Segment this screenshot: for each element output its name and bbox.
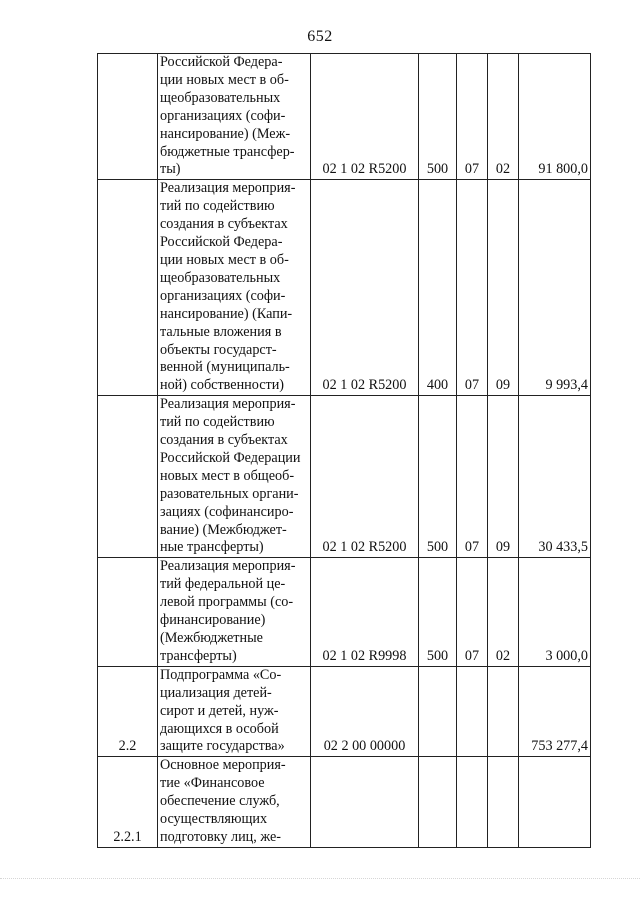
row-name-line: тий по содействию	[160, 414, 275, 431]
row-number: 2.2	[98, 666, 158, 757]
row-target-code: 02 1 02 R5200	[311, 54, 419, 180]
row-section: 07	[457, 54, 488, 180]
row-name-line: тий по содействию	[160, 198, 275, 215]
row-target-code: 02 1 02 R5200	[311, 396, 419, 558]
row-name	[158, 396, 311, 558]
scan-edge-line	[0, 878, 640, 883]
row-name-line: тий федеральной це-	[160, 576, 286, 593]
row-subsection	[488, 666, 519, 757]
row-expense-type	[419, 757, 457, 848]
row-name-line: защите государства»	[160, 738, 285, 755]
row-expense-type: 500	[419, 558, 457, 666]
row-subsection: 02	[488, 54, 519, 180]
row-number: 2.2.1	[98, 757, 158, 848]
row-name-line: новых мест в общеоб-	[160, 467, 295, 484]
row-subsection: 09	[488, 180, 519, 396]
row-subsection: 02	[488, 558, 519, 666]
row-name	[158, 757, 311, 848]
row-name-line: левой программы (со-	[160, 594, 294, 611]
table-row	[98, 666, 591, 757]
row-number	[98, 54, 158, 180]
row-number	[98, 396, 158, 558]
row-name-line: Российской Федера-	[160, 54, 283, 70]
row-name-line: разовательных органи-	[160, 485, 299, 502]
row-name-line: Реализация мероприя-	[160, 558, 296, 575]
row-name	[158, 54, 311, 180]
budget-table	[97, 53, 591, 848]
row-name-line: (Межбюджетные	[160, 630, 263, 646]
row-subsection	[488, 757, 519, 848]
row-name-line: подготовку лиц, же-	[160, 828, 282, 845]
row-section: 07	[457, 396, 488, 558]
row-name-line: дающихся в особой	[160, 720, 279, 737]
row-name-line: создания в субъектах	[160, 216, 288, 233]
row-subsection: 09	[488, 396, 519, 558]
row-name-line: нансирование) (Меж-	[160, 125, 291, 142]
row-section	[457, 757, 488, 848]
row-expense-type: 500	[419, 396, 457, 558]
row-name-line: щеобразовательных	[160, 269, 281, 286]
row-name-line: тальные вложения в	[160, 323, 282, 340]
row-number	[98, 180, 158, 396]
row-name-line: сирот и детей, нуж-	[160, 702, 279, 719]
row-name-line: ной) собственности)	[160, 377, 285, 394]
row-target-code	[311, 757, 419, 848]
row-amount: 753 277,4	[519, 666, 591, 757]
row-name-line: нансирование) (Капи-	[160, 305, 293, 322]
row-name-line: щеобразовательных	[160, 89, 281, 106]
row-name-line: циализация детей-	[160, 684, 272, 701]
table-row	[98, 558, 591, 666]
row-number	[98, 558, 158, 666]
row-name-line: организациях (софи-	[160, 287, 286, 304]
row-expense-type: 500	[419, 54, 457, 180]
row-section: 07	[457, 558, 488, 666]
row-name-line: ты)	[160, 161, 181, 178]
row-name-line: Подпрограмма «Со-	[160, 666, 282, 683]
row-name-line: бюджетные трансфер-	[160, 143, 295, 160]
row-name-line: Российской Федерации	[160, 449, 301, 466]
table-row	[98, 396, 591, 558]
row-amount: 9 993,4	[519, 180, 591, 396]
row-name-line: зациях (софинансиро-	[160, 503, 294, 520]
row-name-line: обеспечение служб,	[160, 793, 280, 810]
row-name-line: Основное мероприя-	[160, 757, 286, 774]
row-amount: 91 800,0	[519, 54, 591, 180]
row-name-line: объекты государст-	[160, 341, 277, 358]
row-name-line: Реализация мероприя-	[160, 180, 296, 197]
row-expense-type: 400	[419, 180, 457, 396]
table-row	[98, 180, 591, 396]
row-target-code: 02 1 02 R9998	[311, 558, 419, 666]
row-amount: 3 000,0	[519, 558, 591, 666]
row-section: 07	[457, 180, 488, 396]
row-amount: 30 433,5	[519, 396, 591, 558]
row-name	[158, 180, 311, 396]
row-name-line: ции новых мест в об-	[160, 71, 289, 88]
table-row	[98, 757, 591, 848]
row-name-line: организациях (софи-	[160, 107, 286, 124]
row-name-line: вание) (Межбюджет-	[160, 521, 287, 538]
row-name-line: создания в субъектах	[160, 432, 288, 449]
row-name-line: Российской Федера-	[160, 234, 283, 251]
row-target-code: 02 2 00 00000	[311, 666, 419, 757]
row-name	[158, 558, 311, 666]
row-name-line: ные трансферты)	[160, 539, 264, 556]
row-amount	[519, 757, 591, 848]
row-section	[457, 666, 488, 757]
table-row	[98, 54, 591, 180]
row-name-line: венной (муниципаль-	[160, 359, 290, 376]
row-name-line: ции новых мест в об-	[160, 251, 289, 268]
row-target-code: 02 1 02 R5200	[311, 180, 419, 396]
row-name-line: Реализация мероприя-	[160, 396, 296, 413]
row-name-line: финансирование)	[160, 612, 266, 629]
row-name	[158, 666, 311, 757]
row-name-line: трансферты)	[160, 647, 237, 664]
row-name-line: тие «Финансовое	[160, 775, 265, 792]
row-expense-type	[419, 666, 457, 757]
page-number: 652	[307, 28, 333, 45]
row-name-line: осуществляющих	[160, 811, 268, 828]
